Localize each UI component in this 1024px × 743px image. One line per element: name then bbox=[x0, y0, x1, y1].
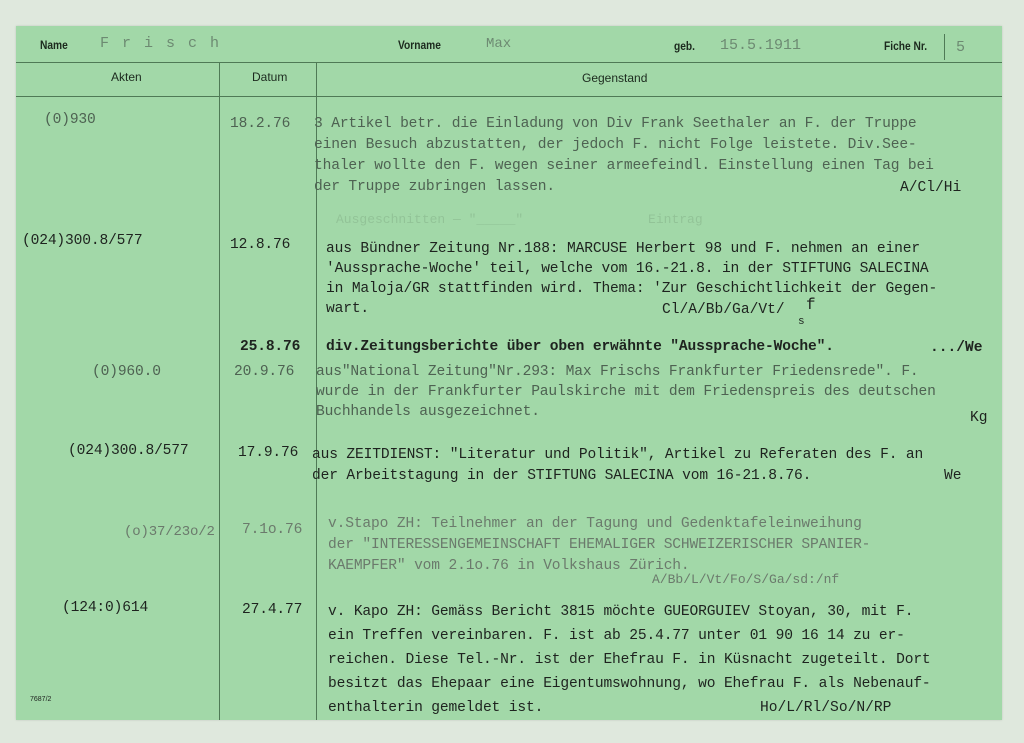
entry-akten: (0)930 bbox=[44, 112, 96, 128]
entry-datum: 7.1o.76 bbox=[242, 522, 303, 538]
entry-line: ein Treffen vereinbaren. F. ist ab 25.4.77 unter 01 90 16 14 zu er- bbox=[328, 628, 905, 644]
entry-signature: Kg bbox=[970, 410, 988, 426]
entry-line: in Maloja/GR stattfinden wird. Thema: 'Zur Geschichtlichkeit der Gegen- bbox=[326, 281, 938, 297]
entry-signature: Cl/A/Bb/Ga/Vt/ bbox=[662, 302, 785, 318]
entry-datum: 12.8.76 bbox=[230, 237, 291, 253]
entry-signature: A/Bb/L/Vt/Fo/S/Ga/sd:/nf bbox=[652, 572, 840, 587]
entry-line: wart. bbox=[326, 301, 370, 317]
entry-line: aus"National Zeitung"Nr.293: Max Frischs Frankfurter Friedensrede". F. bbox=[316, 364, 919, 380]
entry-line: 'Aussprache-Woche' teil, welche vom 16.-21.8. in der STIFTUNG SALECINA bbox=[326, 261, 929, 277]
column-header-rule bbox=[16, 96, 1002, 97]
fiche-divider bbox=[944, 34, 945, 60]
ghost-marks: Ausgeschnitten — "_____" Eintrag bbox=[336, 212, 703, 227]
akten-divider bbox=[219, 62, 220, 720]
entry-line: aus ZEITDIENST: "Literatur und Politik", Artikel zu Referaten des F. an bbox=[312, 447, 924, 463]
geb-value: 15.5.1911 bbox=[720, 37, 802, 54]
entry-line: div.Zeitungsberichte über oben erwähnte "Aussprache-Woche". bbox=[326, 339, 834, 355]
column-gegenstand: Gegenstand bbox=[582, 71, 648, 85]
entry-line: KAEMPFER" vom 2.1o.76 in Volkshaus Zürich. bbox=[328, 558, 690, 574]
column-akten: Akten bbox=[111, 70, 142, 84]
entry-line: aus Bündner Zeitung Nr.188: MARCUSE Herbert 98 und F. nehmen an einer bbox=[326, 241, 920, 257]
header-rule bbox=[16, 62, 1002, 63]
vorname-label: Vorname bbox=[398, 38, 441, 52]
entry-signature: A/Cl/Hi bbox=[900, 180, 962, 196]
name-value: F r i s c h bbox=[100, 35, 222, 52]
fiche-value: 5 bbox=[956, 39, 966, 56]
entry-line: einen Besuch abzustatten, der jedoch F. nicht Folge leistete. Div.See- bbox=[314, 137, 917, 153]
entry-signature: .../We bbox=[930, 340, 983, 356]
entry-line: der "INTERESSENGEMEINSCHAFT EHEMALIGER SCHWEIZERISCHER SPANIER- bbox=[328, 537, 871, 553]
column-datum: Datum bbox=[252, 70, 288, 84]
entry-datum: 18.2.76 bbox=[230, 116, 291, 132]
entry-signature: Ho/L/Rl/So/N/RP bbox=[760, 700, 892, 716]
entry-akten: (024)300.8/577 bbox=[22, 233, 143, 249]
entry-datum: 25.8.76 bbox=[240, 339, 301, 355]
entry-line: wurde in der Frankfurter Paulskirche mit dem Friedenspreis des deutschen bbox=[316, 384, 936, 400]
geb-label: geb. bbox=[674, 39, 695, 53]
name-label: Name bbox=[40, 38, 68, 52]
entry-akten: (o)37/23o/2 bbox=[124, 524, 215, 540]
entry-akten: (0)960.0 bbox=[92, 364, 161, 380]
entry-datum: 27.4.77 bbox=[242, 602, 303, 618]
entry-line: v.Stapo ZH: Teilnehmer an der Tagung und Gedenktafeleinweihung bbox=[328, 516, 862, 532]
entry-signature: We bbox=[944, 468, 962, 484]
entry-akten: (124:0)614 bbox=[62, 600, 149, 616]
vorname-value: Max bbox=[486, 36, 512, 52]
entry-signature-sub: s bbox=[798, 316, 805, 328]
entry-akten: (024)300.8/577 bbox=[68, 443, 189, 459]
entry-line: thaler wollte den F. wegen seiner armeefeindl. Einstellung einen Tag bei bbox=[314, 158, 934, 174]
entry-signature-mark: f bbox=[806, 296, 816, 314]
entry-line: reichen. Diese Tel.-Nr. ist der Ehefrau F. in Küsnacht zugeteilt. Dort bbox=[328, 652, 931, 668]
entry-datum: 20.9.76 bbox=[234, 364, 295, 380]
entry-line: der Arbeitstagung in der STIFTUNG SALECINA vom 16-21.8.76. bbox=[312, 468, 812, 484]
entry-line: der Truppe zubringen lassen. bbox=[314, 179, 556, 195]
entry-line: 3 Artikel betr. die Einladung von Div Frank Seethaler an F. der Truppe bbox=[314, 116, 917, 132]
entry-line: enthalterin gemeldet ist. bbox=[328, 700, 544, 716]
fiche-label: Fiche Nr. bbox=[884, 39, 928, 53]
entry-line: Buchhandels ausgezeichnet. bbox=[316, 404, 540, 420]
entry-datum: 17.9.76 bbox=[238, 445, 299, 461]
entry-line: v. Kapo ZH: Gemäss Bericht 3815 möchte GUEORGUIEV Stoyan, 30, mit F. bbox=[328, 604, 914, 620]
entry-line: besitzt das Ehepaar eine Eigentumswohnung, wo Ehefrau F. als Nebenauf- bbox=[328, 676, 931, 692]
card-stamp: 7687/2 bbox=[30, 696, 52, 703]
index-card bbox=[16, 26, 1002, 720]
